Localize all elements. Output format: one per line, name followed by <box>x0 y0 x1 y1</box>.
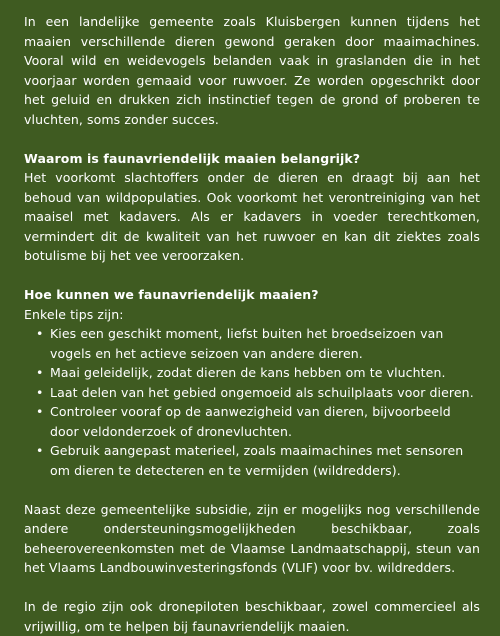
bullet-icon: • <box>36 365 44 380</box>
bullet-icon: • <box>36 404 44 419</box>
tip-text: Controleer vooraf op de aanwezigheid van dieren, bijvoorbeeld door veldonderzoek of dronevluchten. <box>50 404 451 439</box>
list-item <box>36 383 480 403</box>
tip-text: Kies een geschikt moment, liefst buiten het broedseizoen van vogels en het actieve seizoen van andere dieren. <box>50 326 444 361</box>
intro-paragraph: In een landelijke gemeente zoals Kluisbergen kunnen tijdens het maaien verschillende dieren gewond geraken door maaimachines. Vooral wild en weidevogels belanden vaak in graslanden die in het voorjaar worden gemaaid voor ruwvoer. Ze worden opgeschrikt door het geluid en drukken zich instinctief tegen de grond of proberen te vluchten, soms zonder succes. <box>24 14 480 127</box>
drone-paragraph: In de regio zijn ook dronepiloten beschikbaar, zowel commercieel als vrijwillig, om te helpen bij faunavriendelijk maaien. <box>24 599 480 634</box>
why-heading: Waarom is faunavriendelijk maaien belangrijk? <box>24 150 361 166</box>
tips-lead: Enkele tips zijn: <box>24 306 124 322</box>
why-paragraph: Het voorkomt slachtoffers onder de dieren en draagt bij aan het behoud van wildpopulaties. Ook voorkomt het verontreiniging van het maaisel met kadavers. Als er kadavers in voeder terechtkomen, vermindert dit de kwaliteit van het ruwvoer en kan dit ziektes zoals botulisme bij het vee veroorzaken. <box>24 170 480 263</box>
tip-text: Gebruik aangepast materieel, zoals maaimachines met sensoren om dieren te detecteren en te vermijden (wildredders). <box>50 443 464 478</box>
spacer <box>24 578 480 598</box>
subsidy-paragraph: Naast deze gemeentelijke subsidie, zijn er mogelijks nog verschillende andere ondersteuningsmogelijkheden beschikbaar, zoals beheerovereenkomsten met de Vlaamse Landmaatschappij, steun van het Vlaams Landbouwinvesteringsfonds (VLIF) voor bv. wildredders. <box>24 501 480 575</box>
bullet-icon: • <box>36 326 44 341</box>
list-item <box>36 324 480 363</box>
bullet-icon: • <box>36 443 44 458</box>
tips-list <box>24 324 480 480</box>
spacer <box>24 129 480 149</box>
spacer <box>24 480 480 500</box>
list-item <box>36 363 480 383</box>
tip-text: Laat delen van het gebied ongemoeid als schuilplaats voor dieren. <box>50 384 474 400</box>
spacer <box>24 266 480 286</box>
list-item <box>36 441 480 480</box>
tip-text: Maai geleidelijk, zodat dieren de kans hebben om te vluchten. <box>50 365 446 380</box>
bullet-icon: • <box>36 384 44 400</box>
list-item <box>36 402 480 441</box>
how-heading: Hoe kunnen we faunavriendelijk maaien? <box>24 287 319 302</box>
